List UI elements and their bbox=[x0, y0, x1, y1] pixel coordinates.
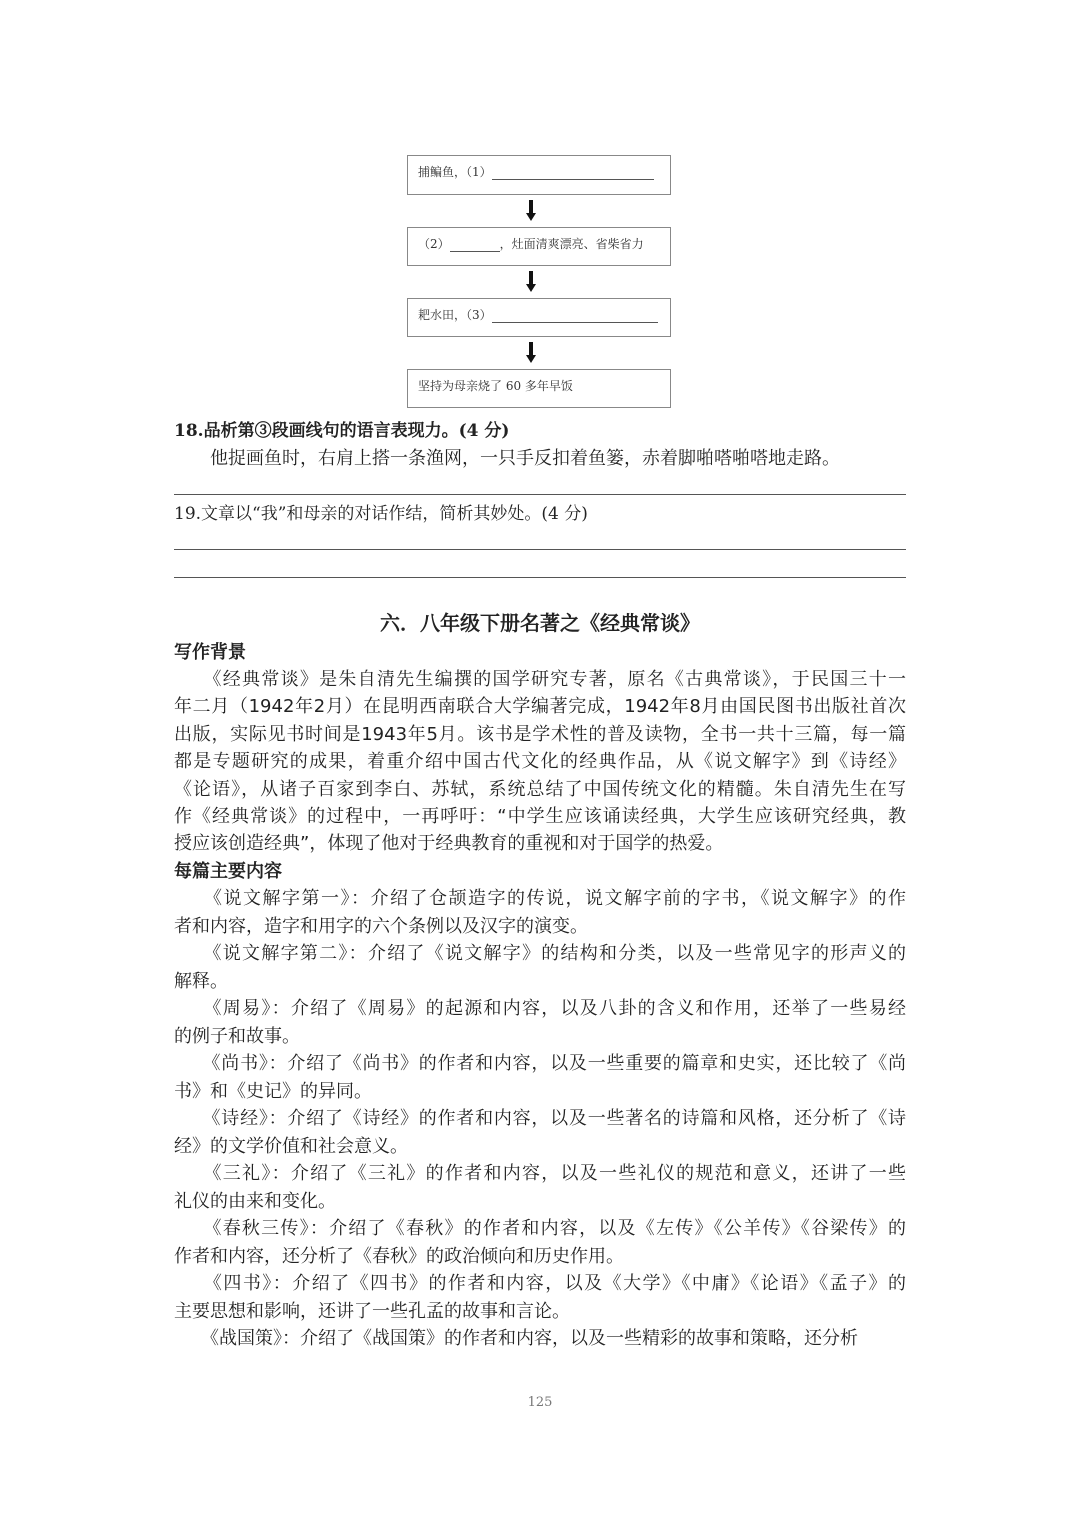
question-19-title: 19.文章以“我”和母亲的对话作结，简析其妙处。(4 分) bbox=[174, 504, 588, 524]
content-line: 《说文解字第二》：介绍了《说文解字》的结构和分类，以及一些常见字的形声义的 bbox=[174, 943, 906, 964]
paragraph-line: 都是专题研究的成果，着重介绍中国古代文化的经典作品，从《说文解字》到《诗经》 bbox=[174, 751, 906, 773]
content-line: 解释。 bbox=[174, 970, 228, 992]
answer-line bbox=[174, 494, 906, 495]
content-line: 礼仪的由来和变化。 bbox=[174, 1190, 336, 1212]
content-line: 者和内容，造字和用字的六个条例以及汉字的演变。 bbox=[174, 915, 588, 937]
paragraph-line: 年二月（1942年2月）在昆明西南联合大学编著完成，1942年8月由国民图书出版社首次 bbox=[174, 696, 906, 718]
answer-blank bbox=[492, 310, 658, 323]
flowchart-box-1 bbox=[407, 155, 671, 195]
flowchart-box-3 bbox=[407, 298, 671, 337]
down-arrow-icon bbox=[526, 200, 536, 222]
background-heading: 写作背景 bbox=[174, 642, 246, 663]
content-line: 书》和《史记》的异同。 bbox=[174, 1080, 372, 1102]
flowchart-box-4 bbox=[407, 369, 671, 408]
content-line: 《四书》：介绍了《四书》的作者和内容，以及《大学》《中庸》《论语》《孟子》的 bbox=[174, 1273, 906, 1294]
box-text: （2） bbox=[418, 237, 450, 251]
paragraph-line: 《经典常谈》是朱自清先生编撰的国学研究专著，原名《古典常谈》，于民国三十一 bbox=[174, 669, 906, 690]
answer-line bbox=[174, 549, 906, 550]
page-number: 125 bbox=[527, 1395, 553, 1410]
content-line: 《春秋三传》：介绍了《春秋》的作者和内容，以及《左传》《公羊传》《谷梁传》的 bbox=[174, 1218, 906, 1239]
content-line: 经》的文学价值和社会意义。 bbox=[174, 1135, 408, 1157]
paragraph-line: 作《经典常谈》的过程中，一再呼吁：“中学生应该诵读经典，大学生应该研究经典，教 bbox=[174, 806, 906, 827]
paragraph-line: 出版，实际见书时间是1943年5月。该书是学术性的普及读物，全书一共十三篇，每一篇 bbox=[174, 723, 906, 745]
content-line: 《尚书》：介绍了《尚书》的作者和内容，以及一些重要的篇章和史实，还比较了《尚 bbox=[174, 1053, 906, 1074]
section-title: 六．八年级下册名著之《经典常谈》 bbox=[380, 611, 700, 635]
box-text: 捕鳊鱼，（1） bbox=[418, 165, 492, 179]
down-arrow-icon bbox=[526, 342, 536, 364]
question-18-title: 18.品析第③段画线句的语言表现力。(4 分) bbox=[174, 421, 510, 441]
question-18-quote: 他捉画鱼时，右肩上搭一条渔网，一只手反扣着鱼篓，赤着脚啪嗒啪嗒地走路。 bbox=[210, 448, 840, 469]
content-line: 《战国策》：介绍了《战国策》的作者和内容，以及一些精彩的故事和策略，还分析 bbox=[174, 1328, 858, 1349]
contents-heading: 每篇主要内容 bbox=[174, 861, 282, 882]
content-line: 《说文解字第一》：介绍了仓颉造字的传说，说文解字前的字书，《说文解字》的作 bbox=[174, 888, 906, 909]
answer-blank bbox=[450, 239, 500, 252]
box-text: ，灶面清爽漂亮、省柴省力 bbox=[499, 237, 644, 251]
content-line: 《诗经》：介绍了《诗经》的作者和内容，以及一些著名的诗篇和风格，还分析了《诗 bbox=[174, 1108, 906, 1129]
box-text: 耙水田，（3） bbox=[418, 308, 492, 322]
content-line: 《三礼》：介绍了《三礼》的作者和内容，以及一些礼仪的规范和意义，还讲了一些 bbox=[174, 1163, 906, 1184]
content-line: 作者和内容，还分析了《春秋》的政治倾向和历史作用。 bbox=[174, 1245, 624, 1267]
flowchart-box-2 bbox=[407, 227, 671, 266]
content-line: 主要思想和影响，还讲了一些孔孟的故事和言论。 bbox=[174, 1300, 570, 1322]
down-arrow-icon bbox=[526, 271, 536, 293]
answer-line bbox=[174, 577, 906, 578]
content-line: 《周易》：介绍了《周易》的起源和内容，以及八卦的含义和作用，还举了一些易经 bbox=[174, 998, 906, 1019]
content-line: 的例子和故事。 bbox=[174, 1025, 300, 1047]
paragraph-line: 《论语》，从诸子百家到李白、苏轼，系统总结了中国传统文化的精髓。朱自清先生在写 bbox=[174, 778, 906, 800]
box-text: 坚持为母亲烧了 60 多年早饭 bbox=[418, 379, 573, 393]
paragraph-line: 授应该创造经典”，体现了他对于经典教育的重视和对于国学的热爱。 bbox=[174, 833, 724, 855]
answer-blank bbox=[492, 167, 654, 180]
